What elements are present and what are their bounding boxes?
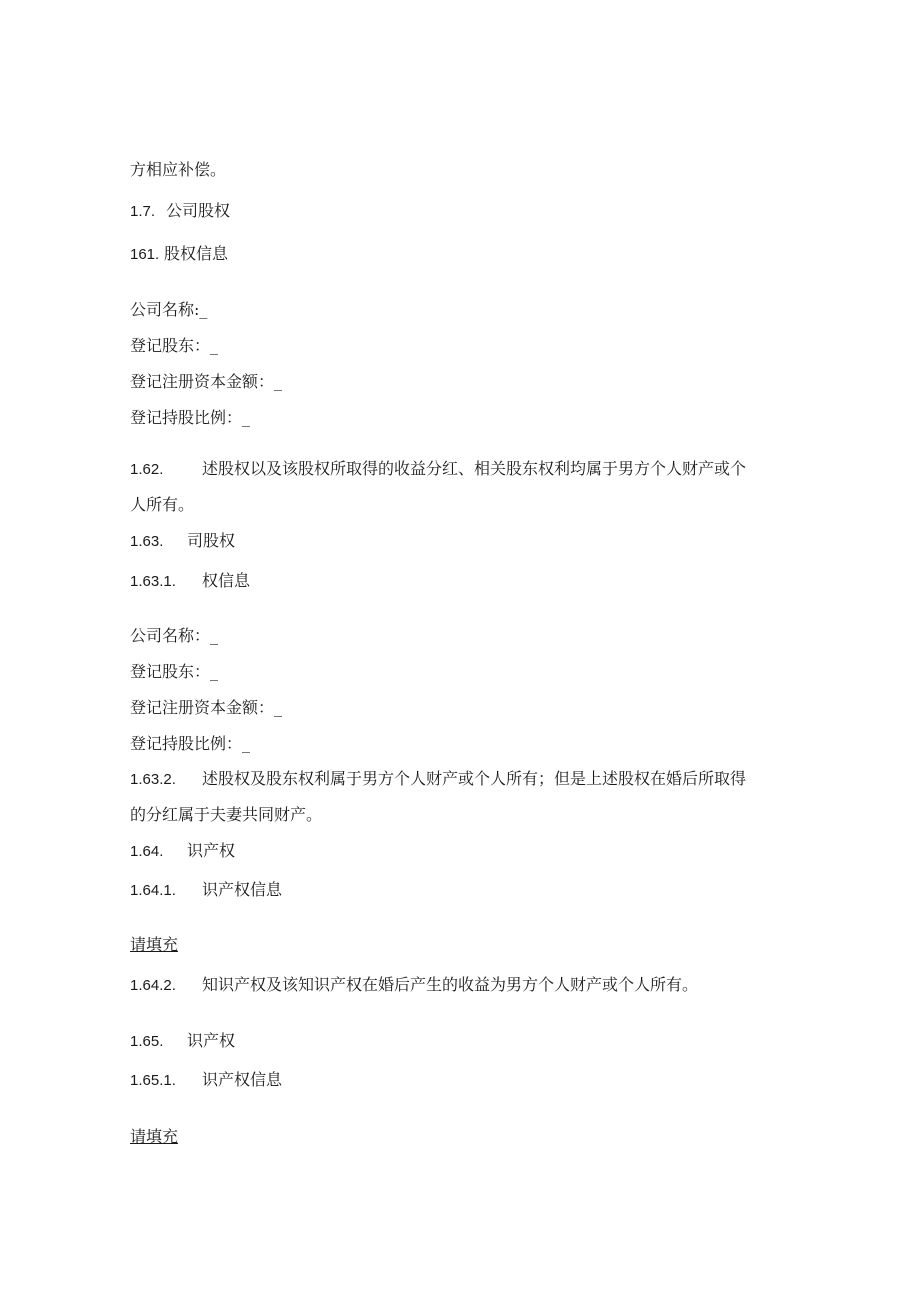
section-number: 1.63. (130, 533, 164, 550)
section-number: 1.65. (130, 1033, 164, 1050)
clause-1-64-2 (130, 975, 698, 996)
section-heading-1-63-1 (130, 571, 250, 592)
section-title: 识产权 (187, 841, 236, 860)
section-title: 识产权信息 (202, 880, 283, 899)
field-registered-shareholder: 登记股东：_ (130, 336, 219, 355)
section-number: 161. (130, 246, 160, 263)
field-registered-capital: 登记注册资本金额：_ (130, 372, 283, 391)
clause-text: 述股权及股东权利属于男方个人财产或个人所有；但是上述股权在婚后所取得 (202, 769, 747, 788)
section-heading-1-7 (130, 201, 230, 222)
section-number: 1.64.2. (130, 977, 176, 994)
clause-1-63-2-continued: 的分红属于夫妻共同财产。 (130, 805, 323, 824)
clause-text: 知识产权及该知识产权在婚后产生的收益为男方个人财产或个人所有。 (202, 975, 699, 994)
section-heading-161 (130, 244, 228, 265)
section-heading-1-65-1 (130, 1070, 282, 1091)
section-title: 司股权 (187, 531, 236, 550)
field-company-name: 公司名称:_ (130, 300, 208, 319)
section-heading-1-65 (130, 1031, 235, 1052)
section-number: 1.64.1. (130, 882, 176, 899)
clause-1-62 (130, 459, 746, 480)
clause-1-63-2 (130, 769, 746, 790)
field-registered-capital: 登记注册资本金额：_ (130, 698, 283, 717)
section-number: 1.63.2. (130, 771, 176, 788)
field-shareholding-ratio: 登记持股比例：_ (130, 734, 251, 753)
field-registered-shareholder: 登记股东：_ (130, 662, 219, 681)
section-title: 权信息 (202, 571, 251, 590)
clause-text: 述股权以及该股权所取得的收益分红、相关股东权利均属于男方个人财产或个 (202, 459, 747, 478)
section-heading-1-63 (130, 531, 235, 552)
clause-1-62-continued: 人所有。 (130, 495, 195, 514)
fill-placeholder[interactable]: 请填充 (130, 1127, 179, 1146)
section-title: 公司股权 (166, 201, 231, 220)
section-number: 1.64. (130, 843, 164, 860)
section-heading-1-64-1 (130, 880, 282, 901)
section-number: 1.62. (130, 461, 164, 478)
field-shareholding-ratio: 登记持股比例：_ (130, 408, 251, 427)
section-title: 识产权 (187, 1031, 236, 1050)
fill-placeholder[interactable]: 请填充 (130, 935, 179, 954)
section-number: 1.63.1. (130, 573, 176, 590)
section-title: 识产权信息 (202, 1070, 283, 1089)
section-number: 1.65.1. (130, 1072, 176, 1089)
section-heading-1-64 (130, 841, 235, 862)
paragraph-continuation: 方相应补偿。 (130, 160, 227, 179)
field-company-name: 公司名称：_ (130, 626, 219, 645)
section-title: 股权信息 (164, 244, 229, 263)
section-number: 1.7. (130, 203, 156, 220)
